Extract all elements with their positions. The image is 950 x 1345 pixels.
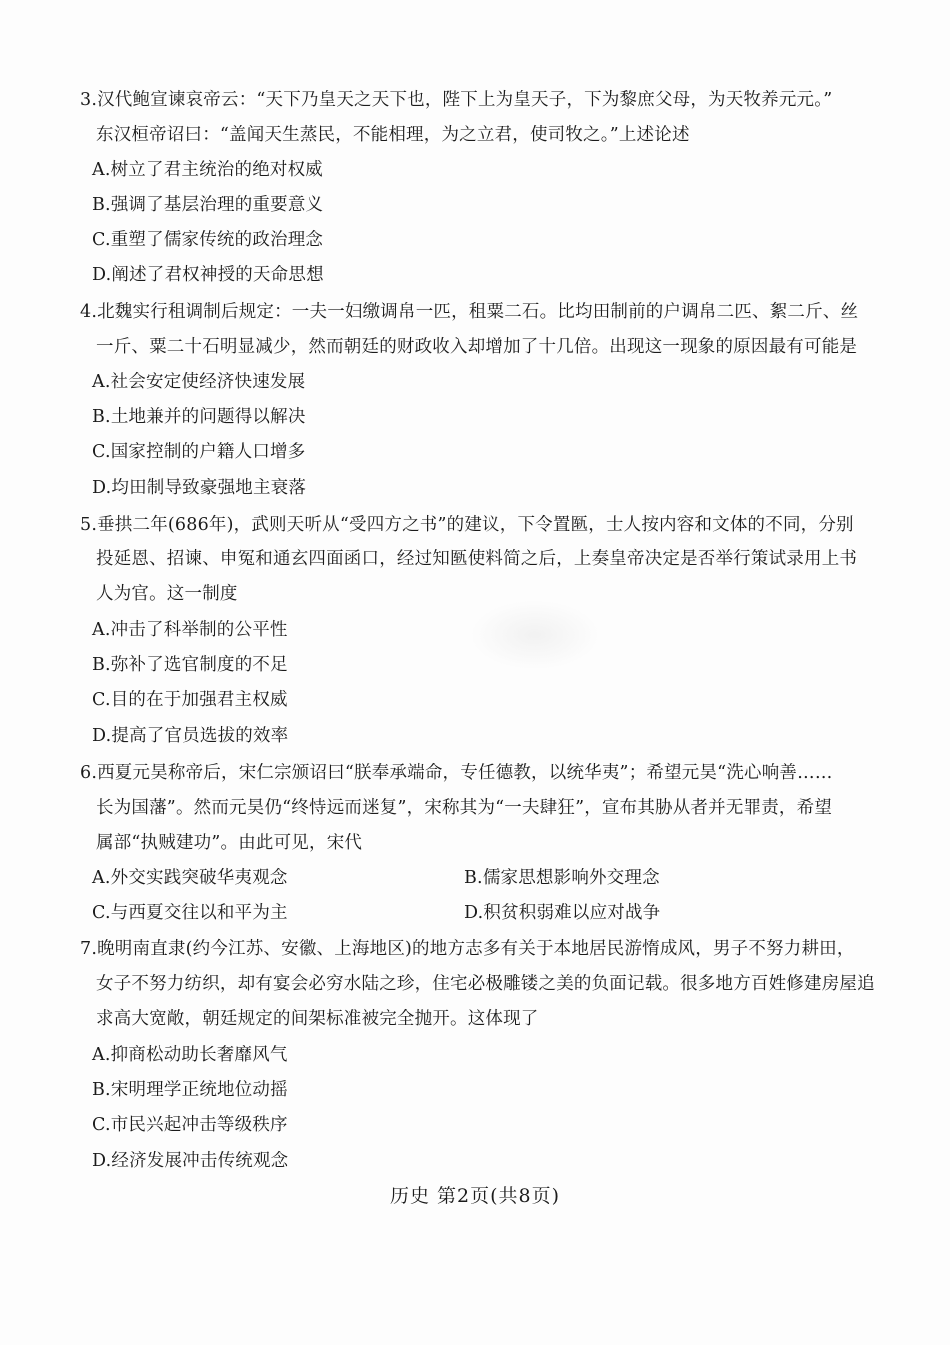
q4-option-d: D.均田制导致豪强地主衰落 [92, 478, 307, 498]
q3-stem-line1: 3.汉代鲍宣谏哀帝云：“天下乃皇天之天下也，陛下上为皇天子，下为黎庶父母，为天牧养元元。” [80, 90, 833, 110]
q7-stem-line2: 女子不努力纺织，却有宴会必穷水陆之珍，住宅必极雕镂之美的负面记载。很多地方百姓修建房屋追 [96, 974, 875, 994]
q7-stem-line3: 求高大宽敞，朝廷规定的间架标准被完全抛开。这体现了 [96, 1009, 539, 1029]
q5-option-a: A.冲击了科举制的公平性 [92, 620, 288, 640]
scan-smudge [470, 600, 600, 670]
q6-option-b: B.儒家思想影响外交理念 [464, 868, 660, 888]
q3-option-c: C.重塑了儒家传统的政治理念 [92, 230, 324, 250]
q3-option-d: D.阐述了君权神授的天命思想 [92, 265, 324, 285]
q5-option-d: D.提高了官员选拔的效率 [92, 726, 289, 746]
q3-option-b: B.强调了基层治理的重要意义 [92, 195, 324, 215]
q4-option-c: C.国家控制的户籍人口增多 [92, 442, 306, 462]
q7-stem-line1: 7.晚明南直隶(约今江苏、安徽、上海地区)的地方志多有关于本地居民游惰成风，男子不努力耕田， [80, 939, 855, 959]
q4-stem-line1: 4.北魏实行租调制后规定：一夫一妇缴调帛一匹，租粟二石。比均田制前的户调帛二匹、絮二斤、丝 [80, 302, 859, 322]
q6-stem-line3: 属部“执贼建功”。由此可见，宋代 [96, 833, 363, 853]
q4-option-a: A.社会安定使经济快速发展 [92, 372, 306, 392]
q7-option-b: B.宋明理学正统地位动摇 [92, 1080, 288, 1100]
q5-stem-line1: 5.垂拱二年(686年)，武则天听从“受四方之书”的建议，下令置匦，士人按内容和文体的不同，分别 [80, 515, 854, 535]
q6-option-c: C.与西夏交往以和平为主 [92, 903, 288, 923]
q6-stem-line2: 长为国藩”。然而元昊仍“终恃远而迷复”，宋称其为“一夫肆狂”，宣布其胁从者并无罪责，希望 [96, 798, 833, 818]
q5-stem-line3: 人为官。这一制度 [96, 584, 238, 604]
q3-stem-line2: 东汉桓帝诏曰：“盖闻天生蒸民，不能相理，为之立君，使司牧之。”上述论述 [96, 125, 690, 145]
q7-option-c: C.市民兴起冲击等级秩序 [92, 1115, 288, 1135]
q7-option-a: A.抑商松动助长奢靡风气 [92, 1045, 288, 1065]
q4-option-b: B.土地兼并的问题得以解决 [92, 407, 306, 427]
q7-option-d: D.经济发展冲击传统观念 [92, 1151, 289, 1171]
q6-stem-line1: 6.西夏元昊称帝后，宋仁宗颁诏曰“朕奉承端命，专任德教，以统华夷”；希望元昊“洗心响善…… [80, 763, 833, 783]
q6-option-d: D.积贫积弱难以应对战争 [464, 903, 661, 923]
q5-option-c: C.目的在于加强君主权威 [92, 690, 288, 710]
q3-option-a: A.树立了君主统治的绝对权威 [92, 160, 323, 180]
page-footer: 历史 第2页(共8页) [389, 1185, 561, 1207]
q4-stem-line2: 一斤、粟二十石明显减少，然而朝廷的财政收入却增加了十几倍。出现这一现象的原因最有可能是 [96, 337, 858, 357]
q6-option-a: A.外交实践突破华夷观念 [92, 868, 288, 888]
q5-option-b: B.弥补了选官制度的不足 [92, 655, 288, 675]
q5-stem-line2: 投延恩、招谏、申冤和通玄四面函口，经过知匦使料简之后，上奏皇帝决定是否举行策试录用上书 [96, 549, 858, 569]
